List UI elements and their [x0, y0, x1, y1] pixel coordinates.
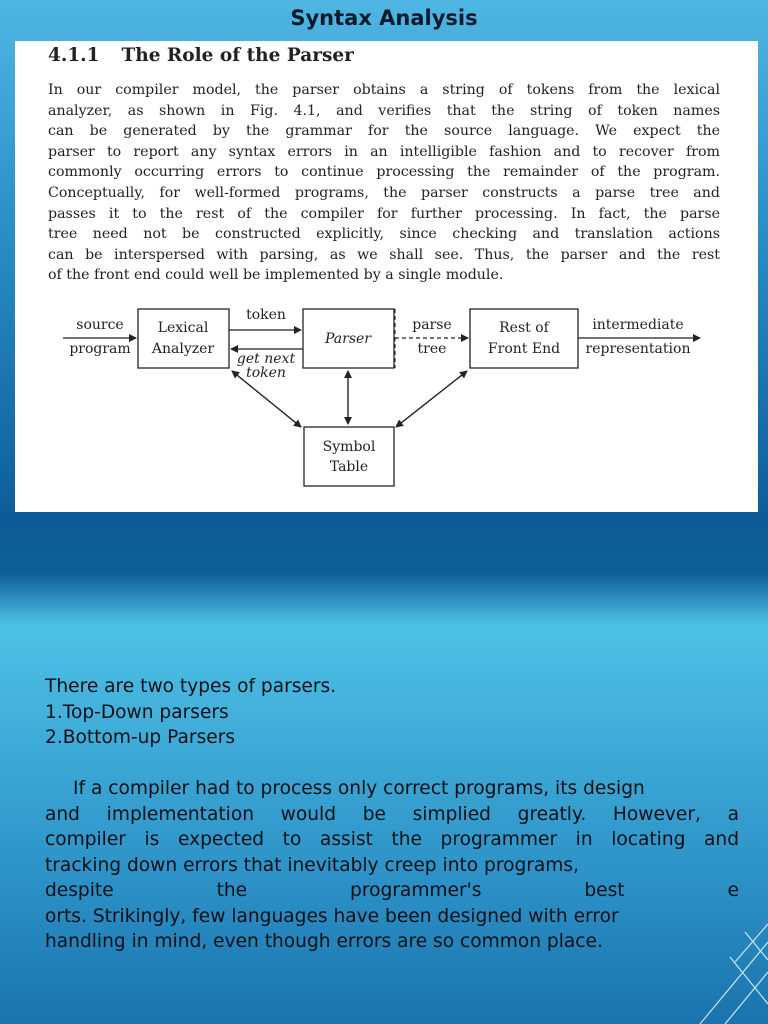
lexical-label: Lexical	[157, 320, 209, 336]
body-line: If a compiler had to process only correct programs, its design	[73, 778, 645, 799]
token-italic-label: token	[246, 365, 286, 381]
section-number: 4.1.1	[48, 45, 100, 66]
analyzer-label: Analyzer	[151, 341, 215, 357]
table-label: Table	[329, 459, 369, 475]
intro-line: There are two types of parsers.	[45, 676, 337, 697]
symbol-label: Symbol	[322, 439, 376, 455]
parser-diagram	[15, 41, 758, 537]
rest-of-label: Rest of	[499, 320, 549, 336]
front-end-label: Front End	[487, 341, 561, 357]
body-line: orts. Strikingly, few languages have been designed with error	[45, 905, 619, 927]
body-line: tracking down errors that inevitably creep into programs,	[45, 854, 580, 876]
paragraph-line: In our compiler model, the parser obtains a string of tokens from the lexical	[48, 82, 720, 98]
body-line: and implementation would be simplied greatly. However, a	[45, 803, 739, 825]
lexical-analyzer-box	[138, 309, 229, 368]
body-line: compiler is expected to assist the programmer in locating and	[45, 829, 739, 850]
symbol-table-box	[304, 427, 394, 486]
paragraph-line: can be interspersed with parsing, as we shall see. Thus, the parser and the rest	[48, 246, 720, 263]
representation-label: representation	[585, 341, 691, 357]
paragraph-line: analyzer, as shown in Fig. 4.1, and verifies that the string of token names	[48, 102, 720, 119]
parser-label: Parser	[325, 331, 371, 347]
paragraph-line: of the front end could well be implemented by a single module.	[48, 267, 504, 284]
paragraph-line: Conceptually, for well-formed programs, the parser constructs a parse tree and	[48, 184, 720, 201]
slide-title: Syntax Analysis	[290, 6, 478, 30]
slide-body	[45, 674, 739, 955]
token-label: token	[246, 307, 286, 323]
paragraph-line: tree need not be constructed explicitly, since checking and translation actions	[48, 226, 720, 243]
body-line: handling in mind, even though errors are so common place.	[45, 931, 603, 952]
paragraph-line: passes it to the rest of the compiler for further processing. In fact, the parse	[48, 205, 720, 222]
paragraph-line: can be generated by the grammar for the source language. We expect the	[48, 123, 720, 140]
list-item: 2.Bottom-up Parsers	[45, 727, 236, 748]
paragraph-line: parser to report any syntax errors in an intelligible fashion and to recover from	[48, 143, 720, 160]
textbook-excerpt	[15, 41, 758, 537]
rest-of-front-end-box	[470, 309, 578, 368]
parse-label: parse	[412, 317, 452, 333]
source-label: source	[76, 317, 124, 333]
body-line: despite the programmer's best e	[45, 880, 739, 901]
list-item: 1.Top-Down parsers	[45, 701, 229, 723]
program-label: program	[69, 341, 131, 357]
paragraph-line: commonly occurring errors to continue processing the remainder of the program.	[48, 164, 720, 181]
tree-label: tree	[417, 341, 447, 357]
section-title: The Role of the Parser	[121, 45, 354, 66]
get-next-label: get next	[236, 351, 296, 367]
intermediate-label: intermediate	[592, 317, 684, 333]
